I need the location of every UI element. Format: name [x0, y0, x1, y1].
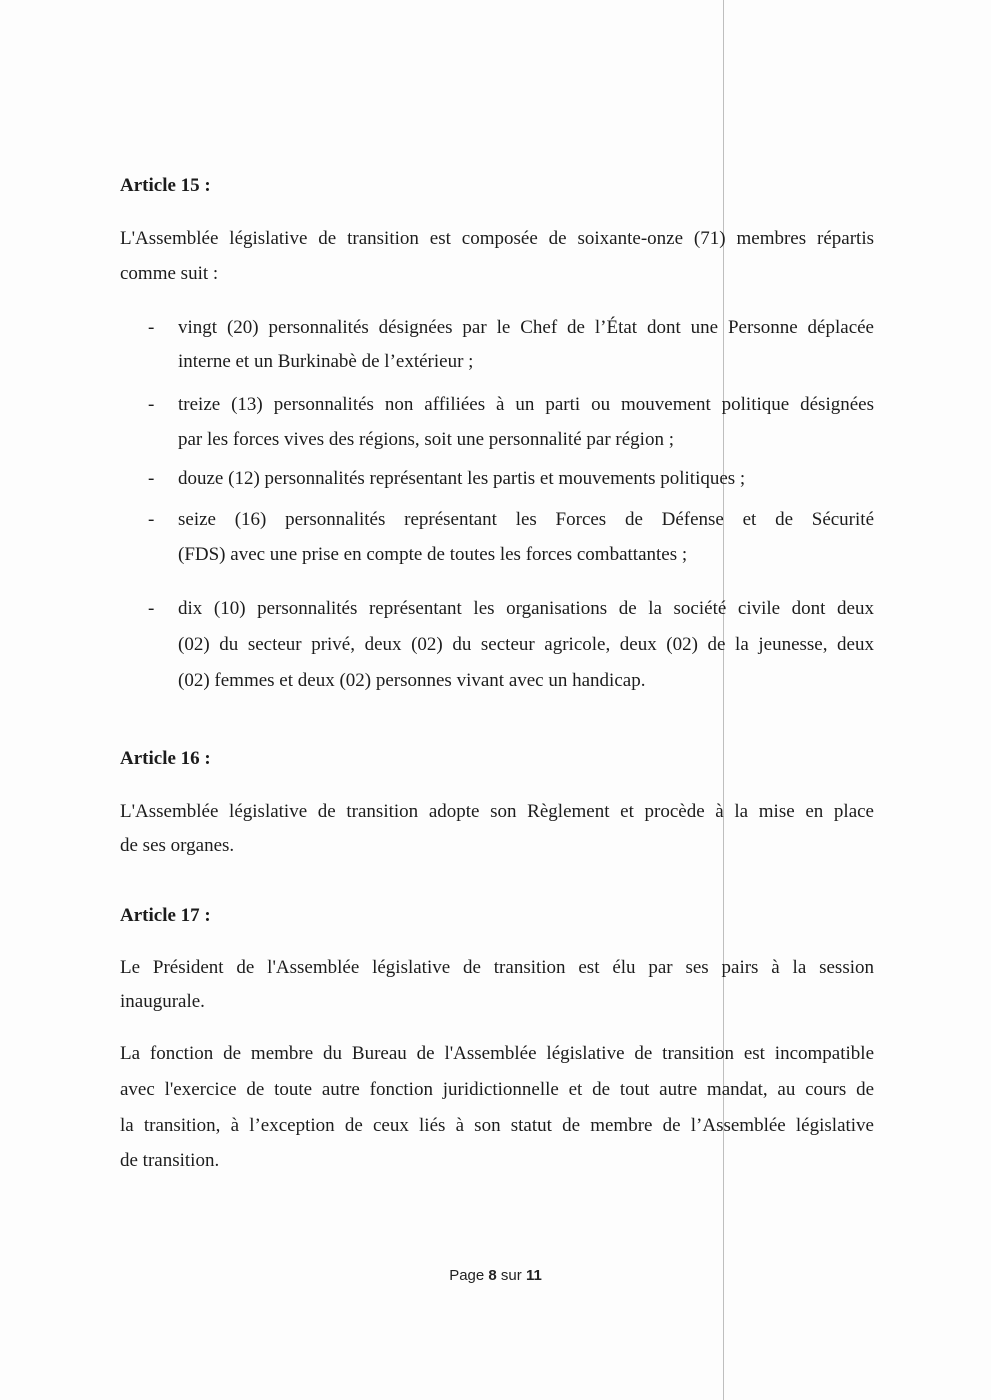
list-bullet: - — [148, 317, 155, 338]
scan-fold-line — [723, 0, 724, 1400]
article-16-line: de ses organes. — [120, 835, 235, 856]
article-17-heading: Article 17 : — [120, 905, 211, 926]
page-separator: sur — [496, 1267, 526, 1284]
article-15-heading: Article 15 : — [120, 175, 211, 196]
article-17-paragraph-2-line: La fonction de membre du Bureau de l'Assemblée législative de transition est incompatible — [120, 1043, 874, 1064]
article-17-paragraph-1-line: Le Président de l'Assemblée législative de transition est élu par ses pairs à la session — [120, 957, 874, 978]
list-item-line: vingt (20) personnalités désignées par le Chef de l’État dont une Personne déplacée — [178, 317, 874, 338]
list-bullet: - — [148, 468, 155, 489]
current-page-number: 8 — [488, 1267, 497, 1284]
list-item-line: douze (12) personnalités représentant les partis et mouvements politiques ; — [178, 468, 746, 489]
list-item-line: seize (16) personnalités représentant les Forces de Défense et de Sécurité — [178, 509, 874, 530]
page-number-footer — [0, 1267, 991, 1284]
total-page-number: 11 — [525, 1267, 542, 1284]
list-item-line: interne et un Burkinabè de l’extérieur ; — [178, 351, 474, 372]
article-16-heading: Article 16 : — [120, 748, 211, 769]
list-bullet: - — [148, 509, 155, 530]
article-17-paragraph-1-line: inaugurale. — [120, 991, 205, 1012]
page-label: Page — [449, 1267, 489, 1284]
list-item-line: treize (13) personnalités non affiliées à un parti ou mouvement politique désignées — [178, 394, 874, 415]
list-item-line: (02) du secteur privé, deux (02) du secteur agricole, deux (02) de la jeunesse, deux — [178, 634, 874, 655]
list-bullet: - — [148, 598, 155, 619]
list-item-line: (02) femmes et deux (02) personnes vivant avec un handicap. — [178, 670, 646, 691]
list-item-line: (FDS) avec une prise en compte de toutes les forces combattantes ; — [178, 544, 688, 565]
article-17-paragraph-2-line: avec l'exercice de toute autre fonction juridictionnelle et de tout autre mandat, au cours de — [120, 1079, 874, 1100]
list-bullet: - — [148, 394, 155, 415]
article-15-intro-line: comme suit : — [120, 263, 219, 284]
article-15-intro-line: L'Assemblée législative de transition est composée de soixante-onze (71) membres répartis — [120, 228, 874, 249]
article-17-paragraph-2-line: la transition, à l’exception de ceux liés à son statut de membre de l’Assemblée législative — [120, 1115, 874, 1136]
article-16-line: L'Assemblée législative de transition adopte son Règlement et procède à la mise en place — [120, 801, 874, 822]
list-item-line: par les forces vives des régions, soit une personnalité par région ; — [178, 429, 674, 450]
list-item-line: dix (10) personnalités représentant les organisations de la société civile dont deux — [178, 598, 874, 619]
article-17-paragraph-2-line: de transition. — [120, 1150, 220, 1171]
